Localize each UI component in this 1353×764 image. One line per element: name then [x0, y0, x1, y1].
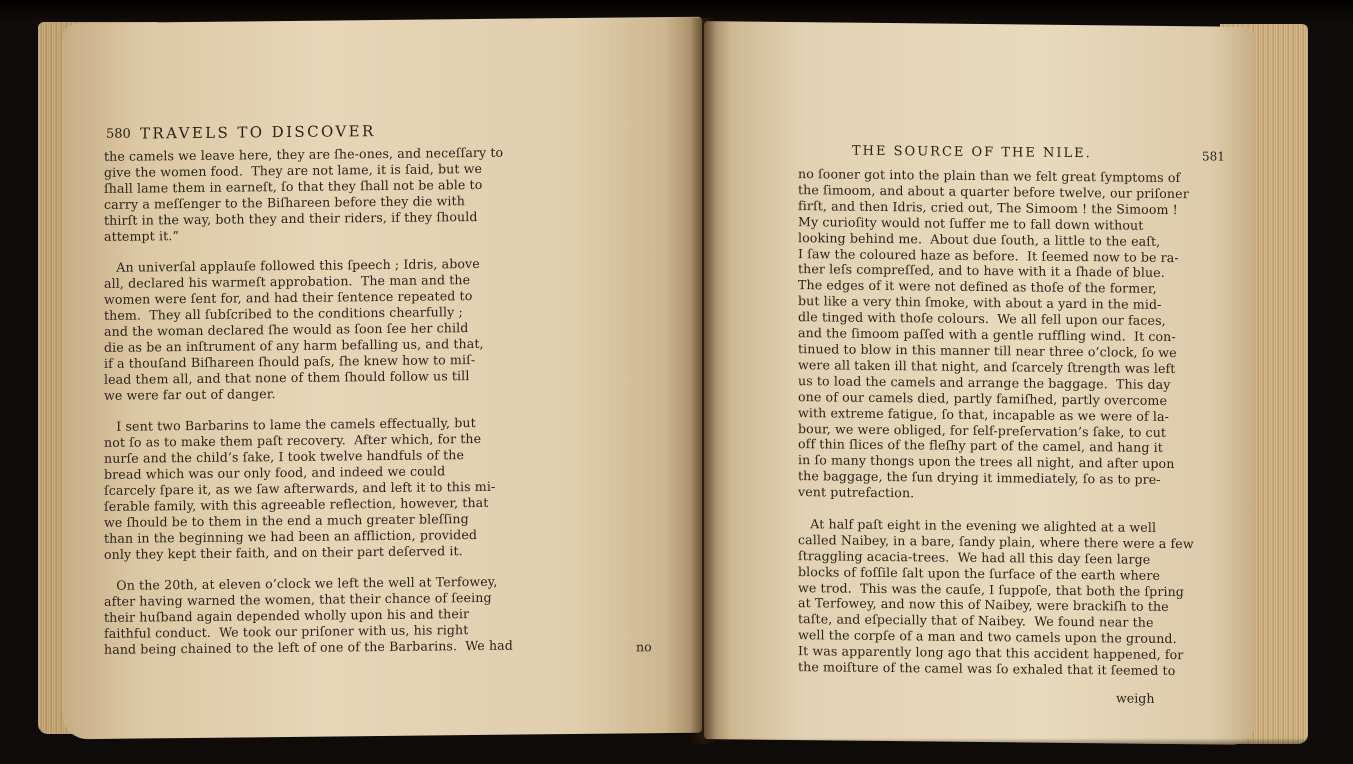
- text-line: we were far out of danger.: [104, 385, 276, 403]
- text-line: the baggage, the ſun drying it immediately, ſo as to pre-: [798, 468, 1161, 488]
- text-line: hand being chained to the left of one of the Barbarins. We had: [104, 637, 513, 658]
- text-line: us to load the camels and arrange the baggage. This day: [798, 372, 1171, 392]
- right-page: [704, 21, 1256, 745]
- text-line: called Naibey, in a bare, ſandy plain, where there were a few: [798, 531, 1194, 552]
- text-line: An univerſal applauſe followed this ſpeech ; Idris, above: [104, 256, 480, 276]
- text-line: them. They all ſubſcribed to the conditions chearfully ;: [104, 304, 463, 323]
- book-gutter: [690, 18, 716, 744]
- text-line: ſerable family, with this agreeable reflection, however, that: [104, 494, 489, 514]
- text-line: ſcarcely ſpare it, as we ſaw afterwards, and left it to this mi-: [104, 478, 496, 498]
- text-line: we trod. This was the cauſe, I ſuppoſe, that both the ſpring: [798, 579, 1184, 599]
- text-line: I sent two Barbarins to lame the camels effectually, but: [104, 415, 476, 435]
- text-line: tinued to blow in this manner till near three o’clock, ſo we: [798, 341, 1177, 361]
- text-line: die as be an inſtrument of any harm befalling us, and that,: [104, 335, 484, 355]
- text-line: bour, we were obliged, for ſelf-preſervation’s ſake, to cut: [798, 420, 1167, 440]
- text-line: no ſooner got into the plain than we felt great ſymptoms of: [798, 166, 1181, 186]
- left-running-head: TRAVELS TO DISCOVER: [140, 122, 376, 143]
- text-line: taſte, and eſpecially that of Naibey. We found near the: [798, 611, 1154, 631]
- text-line: were all taken ill that night, and ſcarcely ſtrength was left: [798, 356, 1176, 376]
- left-page: [62, 17, 702, 740]
- text-line: thirſt in the way, both they and their riders, if they ſhould: [104, 208, 478, 228]
- text-line: their huſband again depended wholly upon his and their: [104, 606, 470, 626]
- text-line: at Terfowey, and now this of Naibey, were brackiſh to the: [798, 595, 1169, 615]
- text-line: we ſhould be to them in the end a much greater bleſſing: [104, 510, 469, 530]
- text-line: the ſimoom, and about a quarter before twelve, our priſoner: [798, 182, 1189, 202]
- text-line: The edges of it were not defined as thoſe of the former,: [798, 277, 1157, 297]
- text-line: the camels we leave here, they are ſhe-ones, and neceſſary to: [104, 144, 504, 164]
- text-line: and the ſimoom paſſed with a gentle ruffling wind. It con-: [798, 325, 1176, 345]
- text-line: ther leſs compreſſed, and to have with it a ſhade of blue.: [798, 261, 1165, 281]
- text-line: firſt, and then Idris, cried out, The Simoom ! the Simoom !: [798, 197, 1178, 217]
- text-line: It was apparently long ago that this accident happened, for: [798, 643, 1184, 663]
- text-line: ſhall lame them in earneſt, ſo that they ſhall not be able to: [104, 176, 483, 196]
- text-line: faithful conduct. We took our priſoner with us, his right: [104, 622, 469, 642]
- text-line: attempt it.”: [104, 227, 179, 244]
- text-line: nurſe and the child’s ſake, I took twelve handfuls of the: [104, 447, 465, 467]
- text-line: well the corpſe of a man and two camels upon the ground.: [798, 627, 1177, 647]
- text-line: with extreme fatigue, ſo that, incapable as we were of la-: [798, 404, 1169, 424]
- right-running-head: THE SOURCE OF THE NILE.: [852, 143, 1092, 162]
- right-catchword: weigh: [1116, 690, 1155, 706]
- text-line: dle tinged with thoſe colours. We all fell upon our faces,: [798, 309, 1166, 329]
- text-line: if a thouſand Biſhareen ſhould paſs, ſhe knew how to miſ-: [104, 351, 476, 371]
- right-page-number: 581: [1202, 149, 1225, 164]
- text-line: than in the beginning we had been an affliction, provided: [104, 526, 478, 546]
- text-line: one of our camels died, partly famiſhed, partly overcome: [798, 388, 1167, 408]
- text-line: bread which was our only food, and indeed we could: [104, 463, 446, 483]
- text-line: and the woman declared ſhe would as ſoon ſee her child: [104, 320, 469, 339]
- left-page-number: 580: [106, 126, 131, 142]
- text-line: carry a meſſenger to the Biſhareen before they die with: [104, 192, 465, 212]
- text-line: women were ſent for, and had their ſentence repeated to: [104, 288, 473, 308]
- text-line: My curioſity would not ſuffer me to fall down without: [798, 213, 1144, 233]
- text-line: give the women food. They are not lame, it is ſaid, but we: [104, 160, 483, 180]
- text-line: all, declared his warmeſt approbation. The man and the: [104, 272, 471, 292]
- text-line: but like a very thin ſmoke, with about a yard in the mid-: [798, 293, 1162, 313]
- text-line: the moiſture of the camel was ſo exhaled that it ſeemed to: [798, 659, 1176, 679]
- text-line: in ſo many thongs upon the trees all night, and after upon: [798, 452, 1175, 472]
- text-line: ſtraggling acacia-trees. We had all this day ſeen large: [798, 547, 1151, 567]
- text-line: vent putrefaction.: [798, 484, 915, 501]
- text-line: lead them all, and that none of them ſhould follow us till: [104, 367, 470, 387]
- text-line: after having warned the women, that their chance of ſeeing: [104, 590, 492, 610]
- left-page-text: [104, 143, 664, 658]
- text-line: At half paſt eight in the evening we alighted at a well: [798, 516, 1157, 535]
- text-line: not ſo as to make them paſt recovery. After which, for the: [104, 431, 482, 451]
- text-line: blocks of foſſile ſalt upon the ſurface of the earth where: [798, 563, 1161, 583]
- text-line: looking behind me. About due ſouth, a little to the eaſt,: [798, 229, 1161, 249]
- bottom-shadow: [0, 738, 1353, 764]
- text-line: only they kept their faith, and on their part deſerved it.: [104, 542, 463, 562]
- right-page-text: [798, 166, 1238, 680]
- text-line: On the 20th, at eleven o’clock we left the well at Terfowey,: [104, 574, 498, 594]
- left-catchword: no: [636, 639, 652, 655]
- text-line: off thin ſlices of the fleſhy part of the camel, and hang it: [798, 436, 1163, 456]
- text-line: I ſaw the coloured haze as before. It ſeemed now to be ra-: [798, 245, 1179, 265]
